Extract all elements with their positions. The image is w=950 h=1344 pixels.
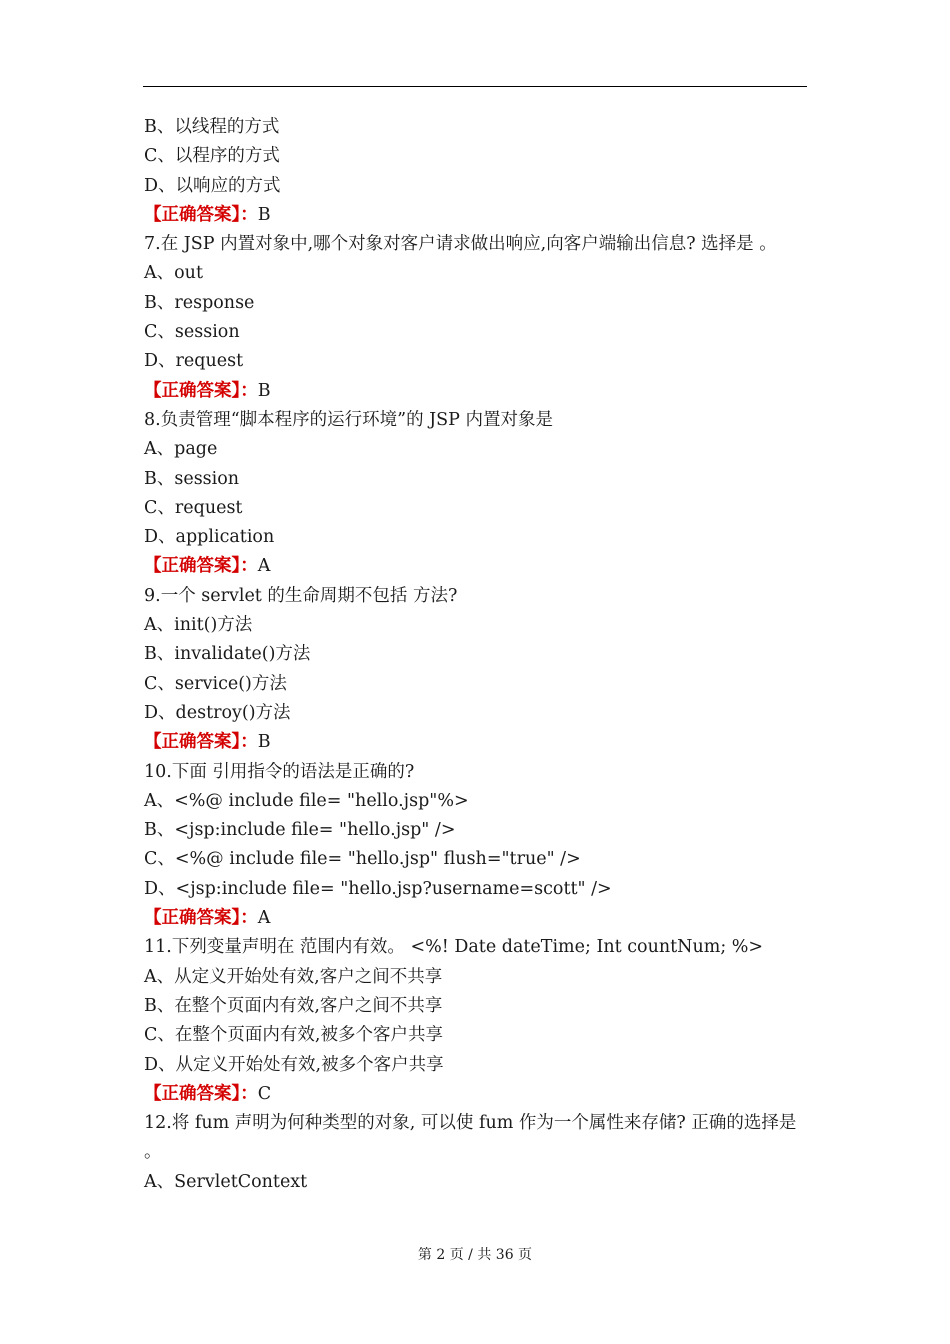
answer-value: B bbox=[257, 732, 271, 753]
option-text: C、request bbox=[144, 497, 243, 518]
option-text: B、<jsp:include file= "hello.jsp" /> bbox=[144, 820, 456, 841]
option-text: D、request bbox=[144, 351, 244, 372]
answer-line bbox=[144, 904, 808, 933]
header-rule bbox=[143, 86, 807, 87]
option-text: C、session bbox=[144, 322, 240, 343]
option-text: A、page bbox=[144, 439, 218, 460]
answer-value: A bbox=[257, 908, 271, 929]
option-text: D、<jsp:include file= "hello.jsp?username=scott" /> bbox=[144, 878, 612, 899]
option-text: A、从定义开始处有效,客户之间不共享 bbox=[144, 966, 443, 987]
option-text: C、service()方法 bbox=[144, 673, 287, 694]
option-text: A、out bbox=[144, 263, 203, 284]
answer-value: B bbox=[257, 380, 271, 401]
answer-value: B bbox=[257, 204, 271, 225]
answer-label: 【正确答案】： bbox=[144, 908, 258, 929]
answer-line bbox=[144, 377, 808, 406]
option-text: D、从定义开始处有效,被多个客户共享 bbox=[144, 1054, 444, 1075]
question-text: 11.下列变量声明在 范围内有效。 <%! Date dateTime; Int countNum; %> bbox=[144, 937, 764, 958]
answer-line bbox=[144, 552, 808, 581]
option-text: A、init()方法 bbox=[144, 615, 253, 636]
option-text: B、在整个页面内有效,客户之间不共享 bbox=[144, 995, 443, 1016]
answer-label: 【正确答案】： bbox=[144, 556, 258, 577]
option-text: C、以程序的方式 bbox=[144, 146, 280, 167]
option-text: C、在整个页面内有效,被多个客户共享 bbox=[144, 1025, 443, 1046]
option-text: C、<%@ include file= "hello.jsp" flush="true" /> bbox=[144, 849, 581, 870]
answer-label: 【正确答案】： bbox=[144, 1083, 258, 1104]
option-text: D、以响应的方式 bbox=[144, 175, 281, 196]
question-text: 7.在 JSP 内置对象中,哪个对象对客户请求做出响应,向客户端输出信息? 选择是 。 bbox=[144, 234, 777, 255]
option-text: B、invalidate()方法 bbox=[144, 644, 311, 665]
answer-value: C bbox=[257, 1083, 272, 1104]
answer-label: 【正确答案】： bbox=[144, 732, 258, 753]
option-text: D、destroy()方法 bbox=[144, 702, 291, 723]
page-footer: 第 2 页 / 共 36 页 bbox=[417, 1247, 533, 1263]
answer-value: A bbox=[257, 556, 271, 577]
question-text: 10.下面 引用指令的语法是正确的? bbox=[144, 761, 415, 782]
answer-line bbox=[144, 201, 808, 230]
option-text: A、<%@ include file= "hello.jsp"%> bbox=[144, 790, 469, 811]
question-text: 9.一个 servlet 的生命周期不包括 方法? bbox=[144, 585, 458, 606]
answer-line bbox=[144, 728, 808, 757]
option-text: D、application bbox=[144, 527, 275, 548]
answer-line bbox=[144, 1080, 808, 1109]
option-text: A、ServletContext bbox=[144, 1171, 308, 1192]
option-text: B、session bbox=[144, 468, 240, 489]
option-text: B、以线程的方式 bbox=[144, 117, 280, 137]
question-text: 8.负责管理“脚本程序的运行环境”的 JSP 内置对象是 bbox=[144, 409, 553, 430]
question-text: 12.将 fum 声明为何种类型的对象, 可以使 fum 作为一个属性来存储? 正确的选择是 。 bbox=[144, 1113, 802, 1163]
page-content bbox=[144, 113, 808, 1197]
answer-label: 【正确答案】： bbox=[144, 204, 258, 225]
option-text: B、response bbox=[144, 292, 255, 313]
answer-label: 【正确答案】： bbox=[144, 380, 258, 401]
